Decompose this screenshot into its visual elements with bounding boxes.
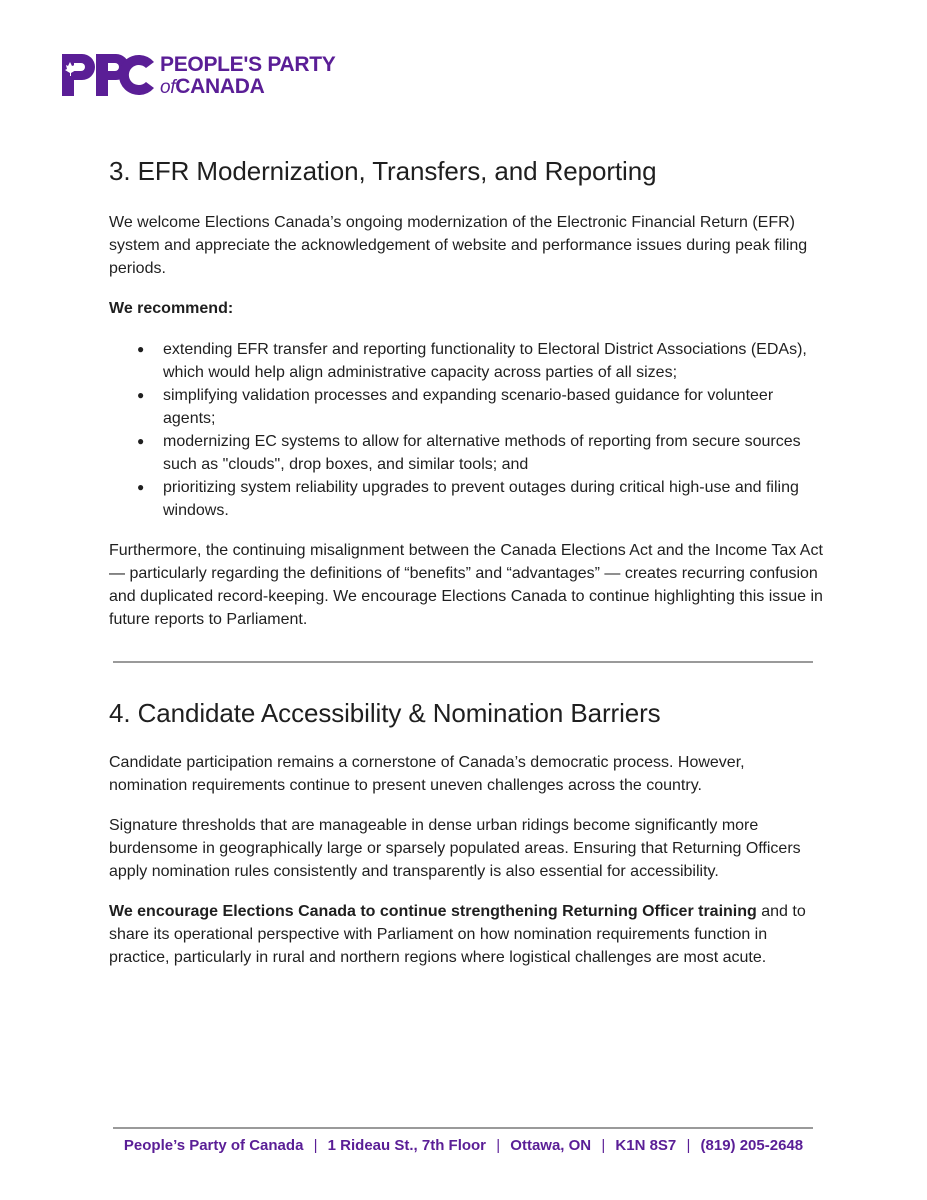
- footer-separator: |: [601, 1137, 606, 1154]
- footer-address: 1 Rideau St., 7th Floor: [327, 1137, 487, 1154]
- footer-separator: |: [496, 1137, 501, 1154]
- list-item: ● modernizing EC systems to allow for alternative methods of reporting from secure sources such as "clouds", drop boxes, and similar tools; and: [109, 430, 824, 476]
- list-item: ● simplifying validation processes and expanding scenario-based guidance for volunteer agents;: [109, 384, 824, 430]
- footer-divider: [113, 1127, 813, 1129]
- section4-heading: 4. Candidate Accessibility & Nomination Barriers: [109, 698, 661, 728]
- ppc-logo-mark: [60, 52, 156, 98]
- recommendations-list: [109, 338, 824, 522]
- logo-of: of: [160, 76, 176, 98]
- footer-separator: |: [686, 1137, 691, 1154]
- section4-para1: Candidate participation remains a cornerstone of Canada’s democratic process. However, nomination requirements continue to present uneven challenges across the country.: [109, 754, 745, 794]
- section3-closing: Furthermore, the continuing misalignment between the Canada Elections Act and the Income Tax Act — particularly regarding the definitions of “benefits” and “advantages” — creates recurring confusion and duplicated record-keeping. We encourage Elections Canada to continue highlighting this issue in future reports to Parliament.: [109, 542, 823, 628]
- party-logo: [60, 50, 335, 100]
- section4-para2: Signature thresholds that are manageable in dense urban ridings become significantly more burdensome in geographically large or sparsely populated areas. Ensuring that Returning Officers apply nomination rules consistently and transparently is also essential for accessibility.: [109, 817, 801, 880]
- section-nomination: [109, 698, 824, 969]
- recommend-label: We recommend:: [109, 300, 234, 317]
- section3-intro: We welcome Elections Canada’s ongoing modernization of the Electronic Financial Return (EFR) system and appreciate the acknowledgement of website and performance issues during peak filing periods.: [109, 214, 808, 277]
- list-item: ● prioritizing system reliability upgrades to prevent outages during critical high-use and filing windows.: [109, 476, 824, 522]
- logo-line2: [160, 76, 335, 97]
- footer-city: Ottawa, ON: [510, 1137, 592, 1154]
- section-efr: [109, 156, 824, 631]
- logo-line1: PEOPLE'S PARTY: [160, 52, 336, 76]
- footer-contact: [0, 1137, 927, 1154]
- section-divider: [113, 661, 813, 663]
- footer-phone: (819) 205-2648: [700, 1137, 804, 1154]
- logo-wordmark: [160, 54, 335, 97]
- section4-para3: [109, 900, 824, 969]
- section4-para3-rest: and to share its operational perspective with Parliament on how nomination requirements function in practice, particularly in rural and northern regions where logistical challenges are most acute.: [109, 903, 806, 966]
- section3-heading: 3. EFR Modernization, Transfers, and Reporting: [109, 156, 657, 186]
- section4-para3-bold: We encourage Elections Canada to continue strengthening Returning Officer training: [109, 903, 757, 920]
- footer-separator: |: [313, 1137, 318, 1154]
- logo-canada: CANADA: [175, 74, 265, 98]
- footer-postal: K1N 8S7: [615, 1137, 677, 1154]
- list-item: ● extending EFR transfer and reporting functionality to Electoral District Associations (EDAs), which would help align administrative capacity across parties of all sizes;: [109, 338, 824, 384]
- footer-name: People’s Party of Canada: [123, 1137, 304, 1154]
